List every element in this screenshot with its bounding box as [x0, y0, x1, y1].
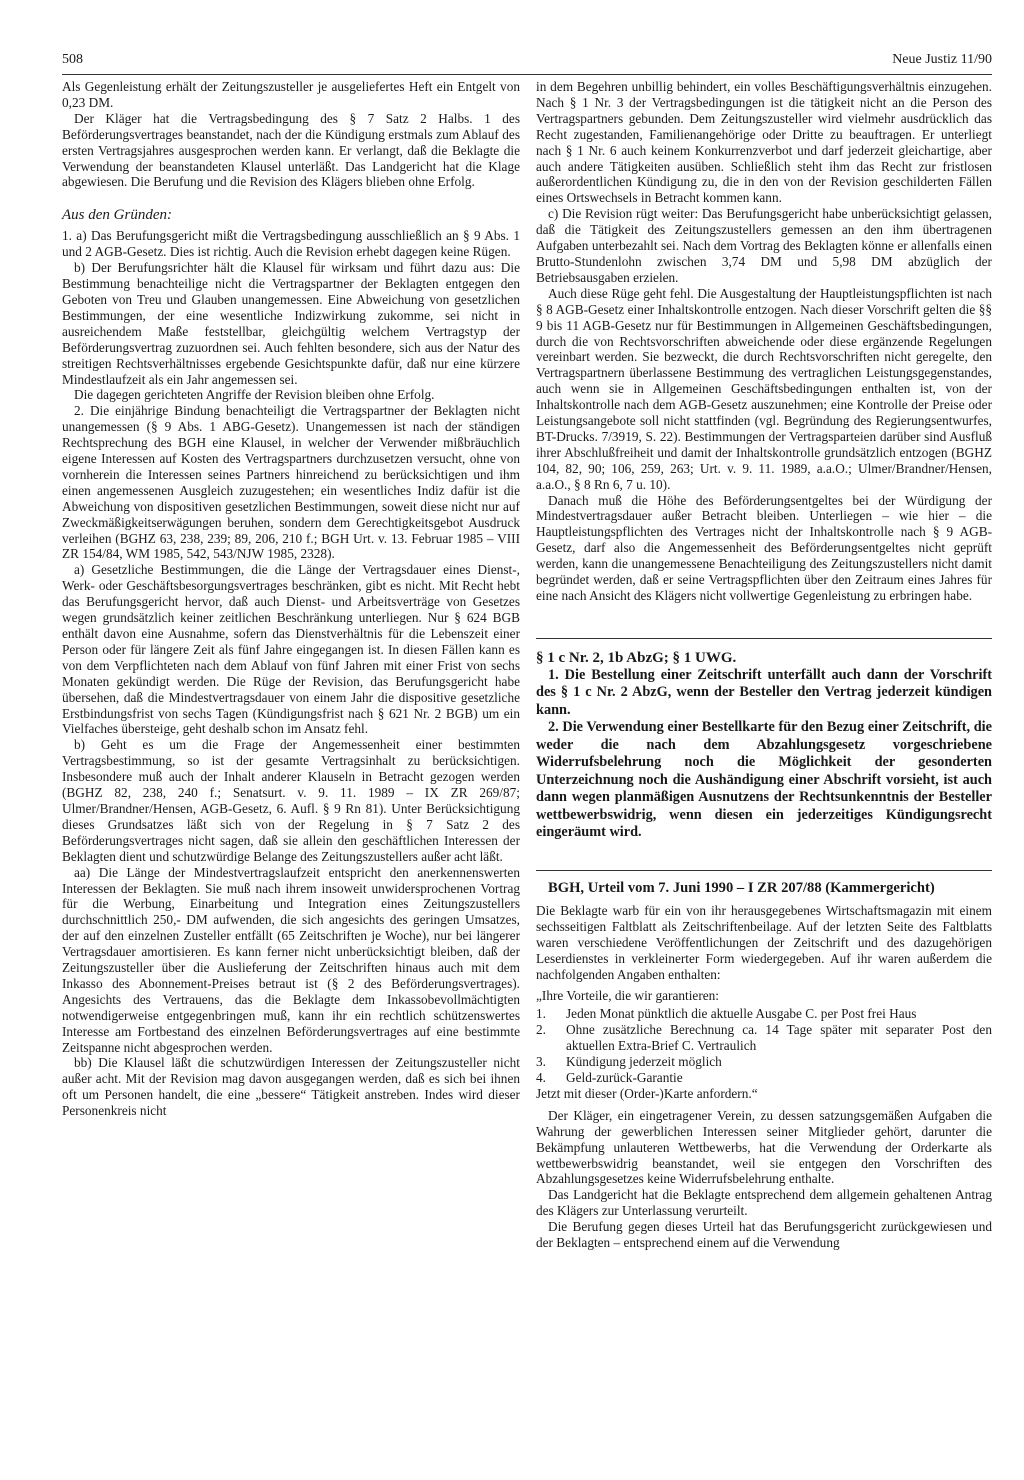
section-divider	[536, 870, 992, 871]
list-item: 2. Ohne zusätzliche Berechnung ca. 14 Tage später mit separater Post den aktuellen Extra-Brief C. Vertraulich	[536, 1022, 992, 1054]
header-rule	[62, 74, 992, 75]
paragraph: Die Beklagte warb für ein von ihr herausgegebenes Wirtschaftsmagazin mit einem sechsseitigen Faltblatt als Zeitschriftenbeilage. Auf der letzten Seite des Faltblatts waren verschiedene Veröffentlichungen der Zeitschrift und des dazugehörigen Leserdienstes in verkleinerter Form wiedergegeben. Auf ihr waren außerdem die nachfolgenden Angaben enthalten:	[536, 902, 992, 982]
paragraph: Der Kläger hat die Vertragsbedingung des § 7 Satz 2 Halbs. 1 des Beförderungsvertrages beanstandet, nach der die Kündigung erstmals zum Ablauf des ersten Vertragsjahres ausgesprochen werden kann. Er verlangt, daß die Beklagte die Verwendung der beanstandeten Klausel unterläßt. Das Landgericht hat die Klage abgewiesen. Die Berufung und die Revision des Klägers blieben ohne Erfolg.	[62, 110, 520, 190]
offer-list	[536, 1006, 992, 1086]
list-item: 3. Kündigung jederzeit möglich	[536, 1054, 722, 1070]
headnote-1: 1. Die Bestellung einer Zeitschrift unterfällt auch dann der Vorschrift des § 1 c Nr. 2 AbzG, wenn der Besteller den Vertrag jederzeit kündigen kann.	[536, 666, 992, 718]
section-divider	[536, 638, 992, 639]
headnote-2: 2. Die Verwendung einer Bestellkarte für den Bezug einer Zeitschrift, die weder die nach dem Abzahlungsgesetz vorgeschriebene Widerrufsbelehrung noch die Möglichkeit der gesonderten Unterzeichnung noch die Aushändigung einer Abschrift vorsieht, ist auch dann wegen planmäßigen Ausnutzens der Rechtsunkenntnis der Besteller wettbewerbswidrig, wenn diesen ein jederzeitiges Kündigungsrecht eingeräumt wird.	[536, 719, 992, 841]
paragraph: Die Berufung gegen dieses Urteil hat das Berufungsgericht zurückgewiesen und der Beklagten – entsprechend einem auf die Verwendung	[536, 1219, 992, 1251]
page-number: 508	[62, 52, 83, 67]
paragraph: Als Gegenleistung erhält der Zeitungszusteller je ausgeliefertes Heft ein Entgelt von 0,23 DM.	[62, 79, 520, 110]
left-column	[62, 79, 520, 1119]
paragraph: in dem Begehren unbillig behindert, ein volles Beschäftigungsverhältnis einzugehen. Nach § 1 Nr. 3 der Vertragsbedingungen ist die tätigkeit nicht an die Person des Vertragspartners gebunden. Dem Zeitungszusteller wird vielmehr ausdrücklich das Recht zugestanden, Familienangehörige oder Dritte zu beauftragen. Er unterliegt nach § 1 Nr. 6 auch keinem Konkurrenzverbot und darf jederzeit gleichartige, aber auch andere Tätigkeiten ausüben. Schließlich steht ihm das Recht zur fristlosen außerordentlichen Kündigung zu, die in den von der Revision geschilderten Fällen eines Ortswechsels in Betracht kommen kann.	[536, 79, 992, 206]
paragraph: Das Landgericht hat die Beklagte entsprechend dem allgemein gehaltenen Antrag des Klägers zur Unterlassung verurteilt.	[536, 1187, 992, 1219]
paragraph: bb) Die Klausel läßt die schutzwürdigen Interessen der Zeitungszusteller nicht außer acht. Mit der Revision mag davon ausgegangen werden, daß es sich bei ihnen oft um Personen handelt, die eine „bessere“ Tätigkeit anstreben. Indes wird dieser Personenkreis nicht	[62, 1055, 520, 1119]
paragraph: c) Die Revision rügt weiter: Das Berufungsgericht habe unberücksichtigt gelassen, daß die Tätigkeit des Zeitungszustellers gemessen an den ihm übertragenen Aufgaben unterbezahlt sei. Nach dem Vortrag des Beklagten könne er allenfalls einen Brutto-Stundenlohn zwischen 3,74 DM und 5,98 DM abzüglich der Betriebsausgaben erzielen.	[536, 206, 992, 285]
paragraph: Auch diese Rüge geht fehl. Die Ausgestaltung der Hauptleistungspflichten ist nach § 8 AGB-Gesetz einer Inhaltskontrolle entzogen. Nach dieser Vorschrift gelten die §§ 9 bis 11 AGB-Gesetz nur für Bestimmungen in Allgemeinen Geschäftsbedingungen, durch die von Rechtsvorschriften abweichende oder diese ergänzende Regelungen vereinbart werden. Sie bezweckt, die durch Rechtsvorschriften nicht geregelte, den Vertragspartnern überlassene Bestimmung des vertraglichen Leistungsgegenstandes, auch wenn sie in Allgemeinen Geschäftsbedingungen enthalten ist, von der Inhaltskontrolle nach dem AGB-Gesetz auszunehmen; eine Kontrolle der Preise oder Leistungsangebote soll nicht stattfinden (vgl. Begründung des Regierungsentwurfes, BT-Drucks. 7/3919, S. 22). Bestimmungen der Vertragsparteien darüber sind Ausfluß ihrer Abschlußfreiheit und damit der Inhaltskontrolle grundsätzlich entzogen (BGHZ 104, 82, 90; 106, 259, 263; Urt. v. 9. 11. 1989, a.a.O.; Ulmer/Brandner/Hensen, a.a.O., § 8 Rn 6, 7 u. 10).	[536, 285, 992, 492]
paragraph: 2. Die einjährige Bindung benachteiligt die Vertragspartner der Beklagten nicht unangemessen (§ 9 Abs. 1 ABG-Gesetz). Unangemessen ist nach der ständigen Rechtsprechung des BGH eine Klausel, in welcher der Verwender mißbräuchlich eigene Interessen auf Kosten des Vertragspartners durchzusetzen versucht, ohne von vornherein die Interessen seines Partners hinreichend zu berücksichtigen und ihm einen angemessenen Ausgleich zuzugestehen; ein wesentliches Indiz dafür ist die Abweichung von dispositiven gesetzlichen Bestimmungen, soweit diese nicht nur auf Zweckmäßigkeitserwägungen beruhen, sondern dem Gerechtigkeitsgebot Ausdruck verleihen (BGHZ 63, 238, 239; 89, 206, 210 f.; BGH Urt. v. 13. Februar 1985 – VIII ZR 154/84, WM 1985, 542, 543/NJW 1985, 2328).	[62, 403, 520, 562]
paragraph: a) Gesetzliche Bestimmungen, die die Länge der Vertragsdauer eines Dienst-, Werk- oder Geschäftsbesorgungsvertrages beschränken, gibt es nicht. Mit Recht hebt das Berufungsgericht hervor, daß auch Dienst- und Arbeitsverträge von Gesetzes wegen grundsätzlich keiner zeitlichen Beschränkung unterliegen. Nur § 624 BGB enthält davon eine Ausnahme, sofern das Dienstverhältnis für die Lebenszeit einer Person oder für längere Zeit als fünf Jahre eingegangen ist. In diesen Fällen kann es von dem Verpflichteten nach dem Ablauf von fünf Jahren mit einer Frist von sechs Monaten gekündigt werden. Die Rüge der Revision, das Berufungsgericht habe übersehen, daß die Mindestvertragsdauer von einem Jahr die dispositive gesetzliche Erstbindungsfrist von sechs Tagen (Kündigungsfrist nach § 621 Nr. 2 BGB) um ein Vielfaches übersteige, geht deshalb schon im Ansatz fehl.	[62, 562, 520, 737]
court-citation: BGH, Urteil vom 7. Juni 1990 – I ZR 207/88 (Kammergericht)	[548, 879, 935, 896]
section-heading-reasons: Aus den Gründen:	[62, 207, 172, 224]
statute-heading: § 1 c Nr. 2, 1b AbzG; § 1 UWG.	[536, 649, 737, 666]
paragraph: Die dagegen gerichteten Angriffe der Revision bleiben ohne Erfolg.	[74, 387, 435, 403]
paragraph: aa) Die Länge der Mindestvertragslaufzeit entspricht den anerkennenswerten Interessen der Beklagten. Sie muß nach ihrem insoweit unwidersprochenen Vortrag für die Werbung, Einarbeitung und Integration eines Zeitungszustellers durchschnittlich 250,- DM aufwenden, die sich angesichts des geringen Umsatzes, der auf den einzelnen Zusteller entfällt (65 Zeitschriften je Woche), nur bei längerer Vertragsdauer amortisieren. Es kann ferner nicht unberücksichtigt bleiben, daß der Zeitungszusteller über die Auslieferung der Zeitschriften hinaus auch mit dem Inkasso des Abonnement-Preises betraut ist (§ 2 des Beförderungsvertrages). Angesichts des Vertrauens, das die Beklagte dem Inkassobevollmächtigten notwendigerweise entgegenbringen muß, kann ihr ein rechtlich schützenswertes Interesse am Fortbestand des einzelnen Beförderungsvertrages auf eine bestimmte Zeitspanne nicht abgesprochen werden.	[62, 864, 520, 1055]
paragraph: Danach muß die Höhe des Beförderungsentgeltes bei der Würdigung der Mindestvertragsdauer außer Betracht bleiben. Unterliegen – wie hier – die Hauptleistungspflichten des Vertrages nicht der Inhaltskontrolle nach § 9 AGB-Gesetz, darf also die Angemessenheit des Beförderungsentgeltes nicht geprüft werden, kann die unangemessene Benachteiligung des Zeitungszustellers nicht damit begründet werden, daß er seine Vertragspflichten über den Zeitraum eines Jahres für eine nach Ansicht des Klägers nicht vollwertige Gegenleistung zu erbringen habe.	[536, 492, 992, 603]
paragraph: b) Der Berufungsrichter hält die Klausel für wirksam und führt dazu aus: Die Bestimmung benachteilige nicht die Vertragspartner der Beklagten entgegen den Geboten von Treu und Glauben unangemessen. Eine Abweichung von gesetzlichen Bestimmungen, der eine wesentliche Indizwirkung zukomme, sei nicht in ausreichendem Maße feststellbar, gleichgültig welchem Vertragstyp der Beförderungsvertrag zuzuordnen sei. Auch fehlten besondere, sich aus der Natur des streitigen Rechtsverhältnisses ergebende Gesichtspunkte dafür, daß nur eine kürzere Mindestlaufzeit als ein Jahr angemessen sei.	[62, 260, 520, 387]
paragraph: b) Geht es um die Frage der Angemessenheit einer bestimmten Vertragsbestimmung, so ist der gesamte Vertragsinhalt zu berücksichtigen. Insbesondere muß auch der Inhalt anderer Klauseln in Betracht gezogen werden (BGHZ 82, 238, 240 f.; Senatsurt. v. 9. 11. 1989 – IX ZR 269/87; Ulmer/Brandner/Hensen, AGB-Gesetz, 6. Aufl. § 9 Rn 81). Unter Berücksichtigung dieses Grundsatzes läßt sich von der Regelung in § 7 Satz 2 des Beförderungsvertrages nicht sagen, daß sie allein den geschäftlichen Interessen der Beklagten dient und schutzwürdige Belange des Zeitungszustellers außer acht läßt.	[62, 737, 520, 864]
paragraph: Der Kläger, ein eingetragener Verein, zu dessen satzungsgemäßen Aufgaben die Wahrung der gewerblichen Interessen seiner Mitglieder gehört, darunter die Bekämpfung unlauteren Wettbewerbs, hat die Verwendung der Orderkarte als wettbewerbswidrig beanstandet, weil sie entgegen den Vorschriften des Abzahlungsgesetzes keine Widerrufsbelehrung enthalte.	[536, 1107, 992, 1187]
list-item: 4. Geld-zurück-Garantie	[536, 1069, 683, 1085]
page-header	[62, 52, 992, 72]
paragraph: 1. a) Das Berufungsgericht mißt die Vertragsbedingung ausschließlich an § 9 Abs. 1 und 2 AGB-Gesetz. Dies ist richtig. Auch die Revision erhebt dagegen keine Rügen.	[62, 228, 520, 260]
quote-intro: „Ihre Vorteile, die wir garantieren:	[536, 988, 720, 1004]
right-column	[536, 79, 992, 1251]
quote-end: Jetzt mit dieser (Order-)Karte anfordern.“	[536, 1085, 758, 1101]
list-item: 1. Jeden Monat pünktlich die aktuelle Ausgabe C. per Post frei Haus	[536, 1006, 917, 1022]
journal-issue: Neue Justiz 11/90	[892, 52, 992, 67]
